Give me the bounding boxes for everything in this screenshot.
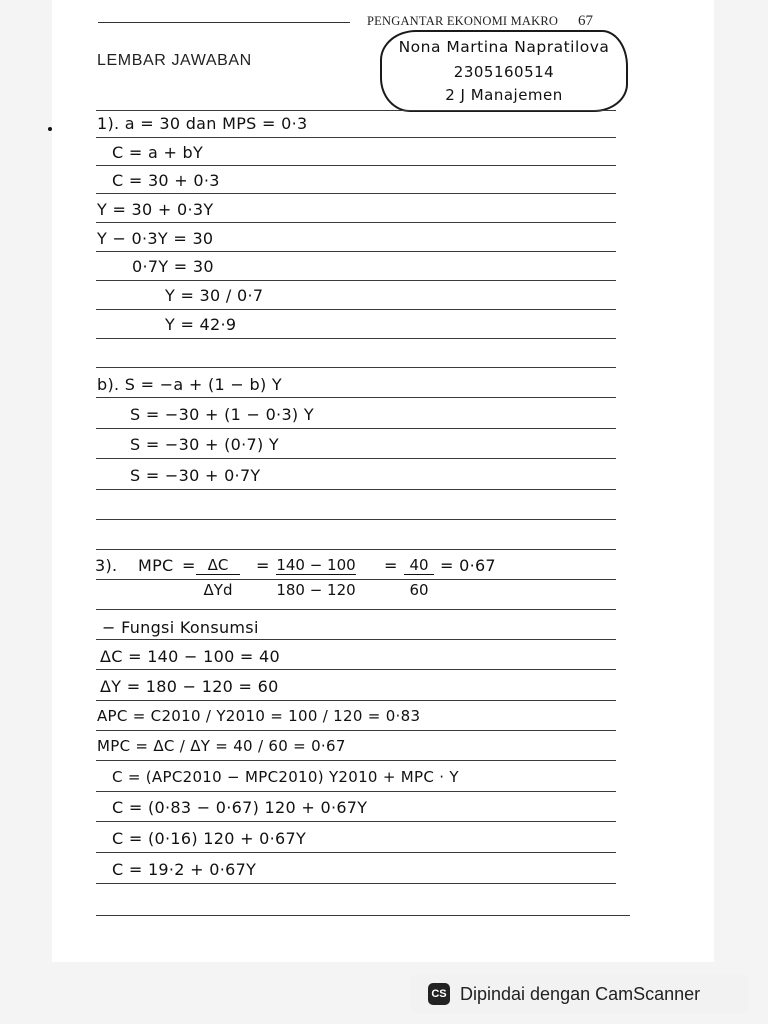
ruled-line <box>96 165 616 166</box>
ruled-line <box>96 338 616 339</box>
answer3-equals: = <box>256 556 270 575</box>
answer1-line: C = 30 + 0·3 <box>112 171 220 190</box>
answer3-equals: = <box>384 556 398 575</box>
ruled-line <box>96 309 616 310</box>
ruled-line <box>96 222 616 223</box>
student-class: 2 J Manajemen <box>445 86 563 104</box>
ruled-line <box>96 110 616 111</box>
ruled-line <box>96 852 616 853</box>
answer1-line: C = a + bY <box>112 143 204 162</box>
ruled-line <box>96 489 616 490</box>
answer1-line: Y = 42·9 <box>165 315 237 334</box>
answer3-result: = 0·67 <box>440 556 496 575</box>
ruled-line <box>96 883 616 884</box>
answerb-line: b). S = −a + (1 − b) Y <box>97 375 282 394</box>
page-number: 67 <box>578 13 593 29</box>
ruled-line <box>96 821 616 822</box>
answer1-line: 0·7Y = 30 <box>132 257 214 276</box>
answer3-line: C = (APC2010 − MPC2010) Y2010 + MPC · Y <box>112 768 459 786</box>
scanner-watermark <box>410 975 748 1013</box>
answer3-equals: = <box>182 556 196 575</box>
ruled-line <box>96 137 616 138</box>
answer1-line: 1). a = 30 dan MPS = 0·3 <box>97 114 308 133</box>
ruled-line <box>96 428 616 429</box>
book-title: PENGANTAR EKONOMI MAKRO <box>367 14 559 28</box>
margin-dot <box>48 127 52 131</box>
answer3-line: ΔC = 140 − 100 = 40 <box>100 647 280 666</box>
ruled-line <box>96 280 616 281</box>
ruled-line <box>96 193 616 194</box>
answer1-line: Y = 30 + 0·3Y <box>97 200 214 219</box>
ruled-line <box>96 519 616 520</box>
answerb-line: S = −30 + (0·7) Y <box>130 435 279 454</box>
answer3-den2: 180 − 120 <box>276 581 356 599</box>
ruled-line <box>96 367 616 368</box>
answerb-line: S = −30 + (1 − 0·3) Y <box>130 405 314 424</box>
ruled-line <box>96 639 616 640</box>
ruled-line <box>96 791 616 792</box>
header-rule <box>98 22 350 23</box>
answer3-num1: ΔC <box>196 556 240 575</box>
ruled-line <box>96 397 616 398</box>
answer3-line: ΔY = 180 − 120 = 60 <box>100 677 279 696</box>
student-info-box <box>380 30 628 112</box>
answer3-num3: 40 <box>404 556 434 575</box>
ruled-line <box>96 251 616 252</box>
ruled-line <box>96 915 630 916</box>
ruled-line <box>96 458 616 459</box>
student-name: Nona Martina Napratilova <box>398 38 610 56</box>
answer3-label: 3). <box>95 556 118 575</box>
ruled-line <box>96 760 616 761</box>
student-id: 2305160514 <box>453 63 555 81</box>
answer3-num2: 140 − 100 <box>276 556 356 574</box>
ruled-line <box>96 609 616 610</box>
ruled-line <box>96 700 616 701</box>
answer1-line: Y = 30 / 0·7 <box>165 286 264 305</box>
answer3-line: APC = C2010 / Y2010 = 100 / 120 = 0·83 <box>97 707 421 725</box>
answer3-den1: ΔYd <box>203 581 233 599</box>
answer1-line: Y − 0·3Y = 30 <box>97 229 214 248</box>
answer3-line: MPC = ΔC / ΔY = 40 / 60 = 0·67 <box>97 737 346 755</box>
answer3-mpc: MPC <box>138 556 174 575</box>
answer3-den3: 60 <box>409 581 429 599</box>
ruled-line <box>96 579 616 580</box>
answerb-line: S = −30 + 0·7Y <box>130 466 261 485</box>
page-heading: LEMBAR JAWABAN <box>97 52 252 69</box>
ruled-line <box>96 730 616 731</box>
camscanner-icon: CS <box>428 983 450 1005</box>
answer3-line: C = 19·2 + 0·67Y <box>112 860 257 879</box>
ruled-line <box>96 669 616 670</box>
ruled-line <box>96 549 616 550</box>
answer3-line: − Fungsi Konsumsi <box>102 618 259 637</box>
answer3-line: C = (0·83 − 0·67) 120 + 0·67Y <box>112 798 368 817</box>
watermark-text: Dipindai dengan CamScanner <box>460 983 701 1004</box>
answer3-line: C = (0·16) 120 + 0·67Y <box>112 829 307 848</box>
